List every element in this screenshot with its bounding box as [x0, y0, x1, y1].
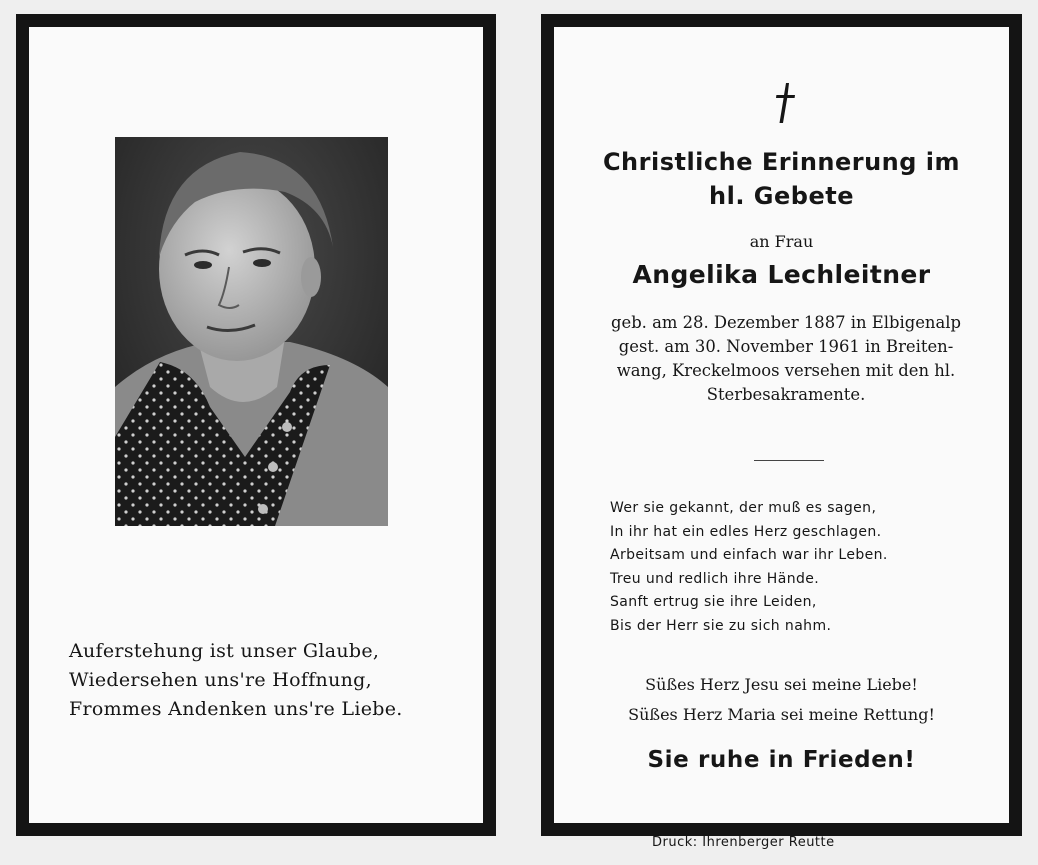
poem-line: Arbeitsam und einfach war ihr Leben. [610, 547, 888, 563]
portrait-photo [115, 137, 388, 526]
prayers [554, 670, 1009, 730]
deceased-name: Angelika Lechleitner [632, 260, 931, 289]
divider [754, 460, 824, 461]
name-prefix: an Frau [749, 232, 814, 251]
cross-icon [773, 83, 797, 123]
poem [610, 497, 990, 638]
life-dates [576, 311, 996, 407]
motto [69, 637, 489, 724]
life-line: gest. am 30. November 1961 in Breiten- [618, 337, 954, 356]
poem-line: Sanft ertrug sie ihre Leiden, [610, 594, 817, 610]
motto-line: Auferstehung ist unser Glaube, [69, 640, 380, 662]
right-card [541, 14, 1022, 836]
memorial-title [554, 145, 1009, 213]
title-line: hl. Gebete [709, 182, 854, 210]
life-line: wang, Kreckelmoos versehen mit den hl. [616, 361, 956, 380]
poem-line: In ihr hat ein edles Herz geschlagen. [610, 523, 882, 540]
prayer-line: Süßes Herz Maria sei meine Rettung! [628, 705, 935, 724]
motto-line: Frommes Andenken uns're Liebe. [69, 698, 403, 720]
poem-line: Treu und redlich ihre Hände. [610, 570, 820, 587]
prayer-line: Süßes Herz Jesu sei meine Liebe! [645, 675, 918, 694]
poem-line: Wer sie gekannt, der muß es sagen, [610, 500, 877, 516]
title-line: Christliche Erinnerung im [602, 148, 961, 176]
closing-line: Sie ruhe in Frieden! [647, 747, 916, 773]
motto-line: Wiedersehen uns're Hoffnung, [69, 669, 372, 691]
printer-credit: Druck: Ihrenberger Reutte [652, 835, 835, 850]
life-line: Sterbesakramente. [706, 385, 866, 404]
left-card [16, 14, 496, 836]
life-line: geb. am 28. Dezember 1887 in Elbigenalp [611, 313, 961, 332]
poem-line: Bis der Herr sie zu sich nahm. [610, 617, 832, 634]
